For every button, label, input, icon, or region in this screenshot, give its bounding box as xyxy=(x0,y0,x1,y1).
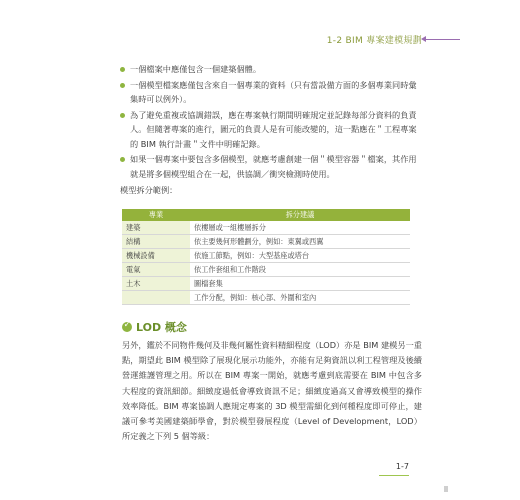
header-arrow-icon xyxy=(426,39,460,40)
check-circle-icon xyxy=(122,322,132,332)
column-header: 專業 xyxy=(122,209,190,221)
model-split-table xyxy=(122,209,410,305)
table-header-row xyxy=(122,209,410,221)
bullet-text: 一個模型檔案應僅包含來自一個專業的資料（只有當設備方面的多個專業同時彙集時可以例外）。 xyxy=(130,79,417,104)
bullet-dot-icon xyxy=(120,157,125,162)
table-row xyxy=(122,263,410,277)
discipline-cell: 建築 xyxy=(122,221,190,235)
table-row xyxy=(122,277,410,291)
discipline-cell: 土木 xyxy=(122,277,190,291)
section-title-text: LOD 概念 xyxy=(136,321,187,334)
suggestion-cell: 依工作套組和工作階段 xyxy=(190,263,410,277)
bullet-text: 如果一個專案中要包含多個模型，就應考慮創建一個＂模型容器＂檔案，其作用就是將多個模型組合在一起，供協調／衝突檢測時使用。 xyxy=(130,154,417,179)
suggestion-cell: 依施工節點，例如：大型基座或塔台 xyxy=(190,249,410,263)
header-title: 1-2 BIM 專案建模規劃 xyxy=(326,36,422,46)
table-row xyxy=(122,249,410,263)
suggestion-cell: 圖檔套集 xyxy=(190,277,410,291)
discipline-cell: 機械設備 xyxy=(122,249,190,263)
bullet-list xyxy=(120,62,420,182)
bullet-text: 為了避免重複或協調錯誤，應在專案執行期間明確規定並記錄每部分資料的負責人。但隨著專案的進行，圖元的負責人是有可能改變的，這一點應在＂工程專案的 BIM 執行計畫＂文件中明確記錄。 xyxy=(130,109,417,149)
bullet-dot-icon xyxy=(120,113,125,118)
section-heading xyxy=(122,319,187,335)
page-number-rule xyxy=(379,475,409,476)
list-item xyxy=(120,78,420,107)
discipline-cell: 結構 xyxy=(122,235,190,249)
bullet-dot-icon xyxy=(120,83,125,88)
list-item xyxy=(120,62,420,77)
running-header xyxy=(327,33,460,46)
body-paragraph: 另外，鑑於不同物件幾何及非幾何屬性資料精細程度（LOD）亦是 BIM 建模另一重點，期望此 BIM 模型除了展現化展示功能外，亦能有足夠資訊以利工程管理及後續營運維護管理之用。所以在 BIM 專案一開始，就應考慮到底需要在 BIM 中包含多大程度的資訊細節。細緻度過低會導致資訊不足；細緻度過高又會導致模型的操作效率降低。BIM 專案協調人應規定專案的 3D 模型需細化到何種程度即可停止，建議可參考美國建築師學會，對於模型發展程度（Level of Development，LOD）所定義之下列 5 個等級： xyxy=(122,340,422,442)
suggestion-cell: 依主要幾何形體劃分，例如：東翼或西翼 xyxy=(190,235,410,249)
page-number: 1-7 xyxy=(395,462,409,471)
list-item xyxy=(120,108,420,152)
table-row xyxy=(122,291,410,305)
column-header: 拆分建議 xyxy=(190,209,410,221)
suggestion-cell: 依樓層或一組樓層拆分 xyxy=(190,221,410,235)
table-row xyxy=(122,221,410,235)
page-corner-mark xyxy=(444,486,448,492)
table-row xyxy=(122,235,410,249)
discipline-cell: 電氣 xyxy=(122,263,190,277)
suggestion-cell: 工作分配，例如：核心部、外圍和室內 xyxy=(190,291,410,305)
bullet-dot-icon xyxy=(120,67,125,72)
table-caption: 模型拆分範例： xyxy=(120,185,178,195)
discipline-cell xyxy=(122,291,190,305)
bullet-text: 一個檔案中應僅包含一個建築個體。 xyxy=(130,64,262,74)
list-item xyxy=(120,152,420,181)
